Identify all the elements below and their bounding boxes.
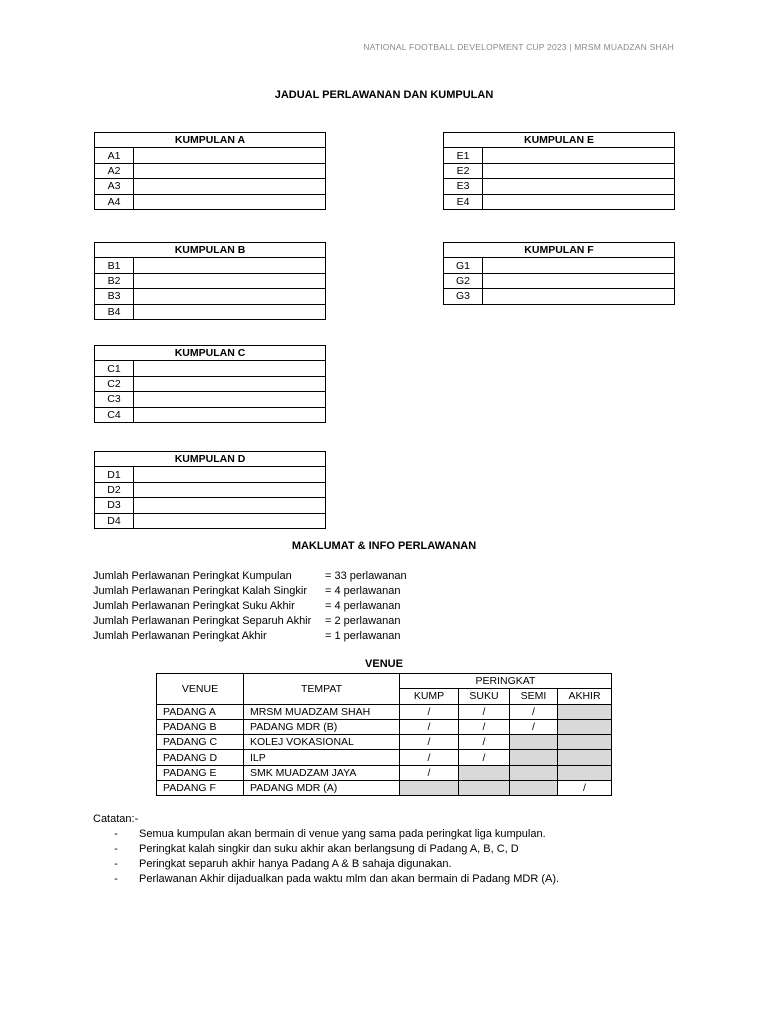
team-code: D1	[95, 467, 134, 482]
stage-mark-unavailable	[558, 735, 612, 750]
team-code: G3	[444, 289, 483, 304]
tempat-column-header: TEMPAT	[244, 674, 400, 705]
team-slot	[483, 258, 675, 273]
peringkat-column-header: PERINGKAT	[400, 674, 612, 689]
stage-mark-unavailable	[400, 781, 459, 796]
team-slot	[134, 194, 326, 209]
stage-mark: /	[400, 735, 459, 750]
team-slot	[134, 273, 326, 288]
team-slot	[134, 163, 326, 178]
stat-row	[93, 584, 407, 599]
stat-label: Jumlah Perlawanan Peringkat Separuh Akhir	[93, 615, 312, 627]
stage-mark-unavailable	[558, 750, 612, 765]
tempat-cell: MRSM MUADZAM SHAH	[244, 704, 400, 719]
venue-table	[156, 673, 612, 796]
group-table-b	[94, 242, 326, 320]
venue-cell: PADANG F	[157, 781, 244, 796]
team-code: G2	[444, 273, 483, 288]
note-item	[93, 872, 559, 887]
venue-cell: PADANG C	[157, 735, 244, 750]
team-slot	[483, 179, 675, 194]
match-stats	[93, 569, 407, 644]
page-title: JADUAL PERLAWANAN DAN KUMPULAN	[274, 89, 494, 101]
stat-value: = 4 perlawanan	[325, 600, 401, 612]
team-slot	[134, 407, 326, 422]
stat-value: = 2 perlawanan	[325, 615, 401, 627]
stage-mark: /	[558, 781, 612, 796]
tempat-cell: PADANG MDR (A)	[244, 781, 400, 796]
team-slot	[134, 148, 326, 163]
team-code: B2	[95, 273, 134, 288]
team-slot	[134, 179, 326, 194]
stat-row	[93, 629, 407, 644]
team-code: A2	[95, 163, 134, 178]
stat-label: Jumlah Perlawanan Peringkat Suku Akhir	[93, 600, 295, 612]
stage-mark-unavailable	[459, 781, 510, 796]
tempat-cell: SMK MUADZAM JAYA	[244, 765, 400, 780]
team-code: D4	[95, 513, 134, 528]
team-slot	[483, 289, 675, 304]
notes-title: Catatan:-	[93, 813, 139, 825]
team-slot	[134, 392, 326, 407]
stat-label: Jumlah Perlawanan Peringkat Kalah Singkir	[93, 585, 308, 597]
stage-mark-unavailable	[459, 765, 510, 780]
team-slot	[134, 376, 326, 391]
bullet-dash: -	[114, 843, 118, 855]
stage-mark-unavailable	[510, 735, 558, 750]
group-title: KUMPULAN C	[95, 346, 326, 361]
team-code: E1	[444, 148, 483, 163]
document-header: NATIONAL FOOTBALL DEVELOPMENT CUP 2023 | MRSM MUADZAN SHAH	[363, 42, 674, 52]
group-table-e	[443, 132, 675, 210]
stage-mark: /	[400, 704, 459, 719]
stage-mark: /	[400, 719, 459, 734]
team-code: A3	[95, 179, 134, 194]
stage-header: AKHIR	[558, 689, 612, 704]
team-slot	[483, 148, 675, 163]
venue-cell: PADANG D	[157, 750, 244, 765]
table-row	[157, 781, 612, 796]
stat-row	[93, 569, 407, 584]
team-code: G1	[444, 258, 483, 273]
group-title: KUMPULAN E	[444, 133, 675, 148]
team-slot	[134, 304, 326, 319]
stage-mark-unavailable	[558, 719, 612, 734]
stat-label: Jumlah Perlawanan Peringkat Kumpulan	[93, 570, 292, 582]
tempat-cell: ILP	[244, 750, 400, 765]
stage-mark: /	[459, 719, 510, 734]
stat-row	[93, 614, 407, 629]
team-code: C4	[95, 407, 134, 422]
team-slot	[483, 194, 675, 209]
stage-mark: /	[400, 765, 459, 780]
group-title: KUMPULAN D	[95, 452, 326, 467]
team-slot	[483, 163, 675, 178]
group-title: KUMPULAN B	[95, 243, 326, 258]
venue-cell: PADANG A	[157, 704, 244, 719]
team-slot	[134, 482, 326, 497]
stat-value: = 33 perlawanan	[325, 570, 407, 582]
team-code: E4	[444, 194, 483, 209]
note-text: Semua kumpulan akan bermain di venue yang sama pada peringkat liga kumpulan.	[139, 828, 546, 840]
team-code: A4	[95, 194, 134, 209]
stage-mark: /	[400, 750, 459, 765]
stage-mark: /	[459, 735, 510, 750]
note-text: Peringkat kalah singkir dan suku akhir akan berlangsung di Padang A, B, C, D	[139, 843, 519, 855]
stage-header: KUMP	[400, 689, 459, 704]
venue-cell: PADANG B	[157, 719, 244, 734]
team-slot	[483, 273, 675, 288]
team-code: B3	[95, 289, 134, 304]
venue-column-header: VENUE	[157, 674, 244, 705]
note-item	[93, 857, 559, 872]
group-table-f	[443, 242, 675, 305]
group-table-d	[94, 451, 326, 529]
team-slot	[134, 467, 326, 482]
note-item	[93, 827, 559, 842]
team-code: C2	[95, 376, 134, 391]
team-slot	[134, 258, 326, 273]
group-table-a	[94, 132, 326, 210]
stage-header: SUKU	[459, 689, 510, 704]
group-title: KUMPULAN A	[95, 133, 326, 148]
note-text: Perlawanan Akhir dijadualkan pada waktu mlm dan akan bermain di Padang MDR (A).	[139, 873, 560, 885]
team-code: C1	[95, 361, 134, 376]
note-text: Peringkat separuh akhir hanya Padang A & B sahaja digunakan.	[139, 858, 452, 870]
team-code: D2	[95, 482, 134, 497]
stage-mark-unavailable	[510, 765, 558, 780]
table-row	[157, 704, 612, 719]
team-code: E3	[444, 179, 483, 194]
venue-cell: PADANG E	[157, 765, 244, 780]
stage-mark: /	[510, 719, 558, 734]
table-row	[157, 750, 612, 765]
stage-mark: /	[459, 750, 510, 765]
team-slot	[134, 498, 326, 513]
team-code: E2	[444, 163, 483, 178]
note-item	[93, 842, 559, 857]
team-code: C3	[95, 392, 134, 407]
group-title: KUMPULAN F	[444, 243, 675, 258]
stage-header: SEMI	[510, 689, 558, 704]
table-row	[157, 735, 612, 750]
table-row	[157, 719, 612, 734]
tempat-cell: PADANG MDR (B)	[244, 719, 400, 734]
stage-mark-unavailable	[510, 750, 558, 765]
team-code: B1	[95, 258, 134, 273]
stat-value: = 1 perlawanan	[325, 630, 401, 642]
tempat-cell: KOLEJ VOKASIONAL	[244, 735, 400, 750]
stage-mark: /	[459, 704, 510, 719]
bullet-dash: -	[114, 873, 118, 885]
team-slot	[134, 289, 326, 304]
stat-label: Jumlah Perlawanan Peringkat Akhir	[93, 630, 267, 642]
stat-row	[93, 599, 407, 614]
info-title: MAKLUMAT & INFO PERLAWANAN	[291, 540, 477, 552]
stat-value: = 4 perlawanan	[325, 585, 401, 597]
notes-section	[93, 812, 559, 887]
stage-mark-unavailable	[510, 781, 558, 796]
stage-mark-unavailable	[558, 765, 612, 780]
venue-title: VENUE	[365, 658, 403, 670]
team-code: D3	[95, 498, 134, 513]
team-slot	[134, 513, 326, 528]
group-table-c	[94, 345, 326, 423]
bullet-dash: -	[114, 828, 118, 840]
stage-mark-unavailable	[558, 704, 612, 719]
bullet-dash: -	[114, 858, 118, 870]
team-code: A1	[95, 148, 134, 163]
team-code: B4	[95, 304, 134, 319]
table-row	[157, 765, 612, 780]
stage-mark: /	[510, 704, 558, 719]
team-slot	[134, 361, 326, 376]
